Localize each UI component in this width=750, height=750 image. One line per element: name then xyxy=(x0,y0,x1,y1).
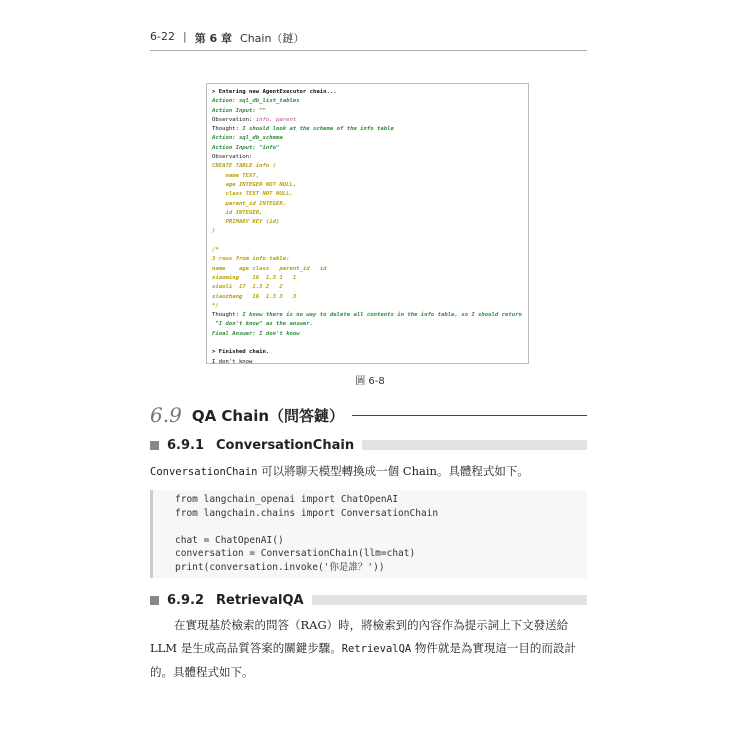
terminal-line xyxy=(212,348,523,357)
terminal-text: Action Input: "" xyxy=(212,107,266,114)
section-number: 6.9 xyxy=(150,403,182,427)
terminal-text: parent_id INTEGER, xyxy=(212,200,287,207)
paragraph-text: 可以將聊天模型轉換成一個 Chain。具體程式如下。 xyxy=(257,464,529,478)
terminal-text: /* xyxy=(212,247,219,254)
terminal-line xyxy=(212,246,523,255)
chapter-title: Chain（鏈） xyxy=(240,32,305,45)
terminal-line xyxy=(212,339,523,348)
terminal-text: PRIMARY KEY (id) xyxy=(212,219,280,226)
terminal-line xyxy=(212,172,523,181)
subsection-heading-1 xyxy=(150,436,587,454)
terminal-text: Action: sql_db_list_tables xyxy=(212,98,300,105)
paragraph-text: 在實現基於檢索的問答（RAG）時，將檢索到的內容作為提示詞上下文發送給 LLM 是生成高品質答案的關鍵步驟。 xyxy=(150,618,569,655)
figure-caption: 圖 6-8 xyxy=(355,376,385,387)
subsection-marker xyxy=(150,596,159,605)
terminal-line xyxy=(212,330,523,339)
terminal-text: name TEXT, xyxy=(212,172,260,179)
subsection-title: RetrievalQA xyxy=(216,592,304,608)
terminal-text: Observation: xyxy=(212,154,253,161)
header-separator: | xyxy=(182,30,187,43)
subsection-number: 6.9.2 xyxy=(167,592,205,608)
terminal-line xyxy=(212,162,523,171)
subsection-bar xyxy=(312,595,587,605)
terminal-line xyxy=(212,293,523,302)
terminal-text: */ xyxy=(212,302,219,309)
subsection-heading-2 xyxy=(150,591,587,609)
terminal-line xyxy=(212,88,523,97)
paragraph-conversationchain xyxy=(150,460,587,484)
terminal-text: > Finished chain. xyxy=(212,349,270,356)
terminal-line xyxy=(212,274,523,283)
terminal-line xyxy=(212,218,523,227)
terminal-line xyxy=(212,97,523,106)
paragraph-retrievalqa xyxy=(150,614,587,684)
terminal-line xyxy=(212,200,523,209)
terminal-text: age INTEGER NOT NULL, xyxy=(212,181,297,188)
terminal-line xyxy=(212,311,523,320)
terminal-text: I know there is no way to delete all contents in the info table, so I should return xyxy=(242,312,522,319)
terminal-text: Final Answer: I don't know xyxy=(212,330,300,337)
terminal-text: Observation: xyxy=(212,116,256,123)
terminal-line xyxy=(212,302,523,311)
terminal-line xyxy=(212,227,523,236)
code-line: from langchain.chains import ConversationChain xyxy=(175,507,439,519)
terminal-text: I don't know xyxy=(212,358,253,364)
terminal-line xyxy=(212,255,523,264)
terminal-line xyxy=(212,144,523,153)
terminal-line xyxy=(212,153,523,162)
section-title: QA Chain（問答鏈） xyxy=(191,406,345,425)
terminal-text: > Entering new AgentExecutor chain... xyxy=(212,89,337,95)
terminal-line xyxy=(212,320,523,329)
terminal-text: Thought: xyxy=(212,312,243,319)
terminal-line xyxy=(212,125,523,134)
inline-code: ConversationChain xyxy=(150,466,258,478)
terminal-line xyxy=(212,181,523,190)
subsection-title: ConversationChain xyxy=(216,437,355,453)
terminal-text: id INTEGER, xyxy=(212,209,263,216)
code-line: chat = ChatOpenAI() xyxy=(175,534,284,546)
terminal-text: ) xyxy=(212,228,216,235)
terminal-line xyxy=(212,116,523,125)
terminal-text: Action: sql_db_schema xyxy=(212,135,283,142)
code-block xyxy=(150,490,587,578)
terminal-text: class TEXT NOT NULL, xyxy=(212,191,293,198)
terminal-line xyxy=(212,237,523,246)
terminal-text: xiaozhang 16 1.3 3 3 xyxy=(212,293,297,300)
terminal-line xyxy=(212,107,523,116)
inline-code: RetrievalQA xyxy=(341,643,412,655)
code-line xyxy=(175,520,587,534)
terminal-line xyxy=(212,283,523,292)
terminal-text: Thought: xyxy=(212,126,243,133)
terminal-line xyxy=(212,358,523,364)
terminal-text: I should look at the schema of the info table xyxy=(242,126,394,133)
page-number: 6-22 xyxy=(150,30,175,43)
terminal-text: info, parent xyxy=(255,116,297,123)
terminal-text: xiaoming 16 1.3 1 1 xyxy=(212,274,297,281)
terminal-text: name age class parent_id id xyxy=(212,265,327,272)
terminal-output-figure xyxy=(206,83,529,364)
code-line: conversation = ConversationChain(llm=chat) xyxy=(175,548,416,560)
section-rule xyxy=(352,415,587,416)
terminal-line xyxy=(212,265,523,274)
code-line: from langchain_openai import ChatOpenAI xyxy=(175,494,399,505)
code-line: print(conversation.invoke('你是誰？')) xyxy=(175,561,385,573)
terminal-line xyxy=(212,190,523,199)
terminal-text: 3 rows from info table: xyxy=(212,256,290,263)
subsection-number: 6.9.1 xyxy=(167,437,205,453)
terminal-text: "I don't know" as the answer. xyxy=(212,321,314,328)
subsection-marker xyxy=(150,441,159,450)
section-heading xyxy=(150,402,587,428)
terminal-line xyxy=(212,209,523,218)
chapter-label: 第 6 章 xyxy=(194,32,233,45)
page-header xyxy=(150,30,587,51)
subsection-bar xyxy=(362,440,587,450)
paragraph-text: 物件就是為實現這一目的而設計的。具體程式如下。 xyxy=(150,641,576,679)
terminal-text: Action Input: "info" xyxy=(212,144,280,151)
terminal-text: xiaoli 17 1.3 2 2 xyxy=(212,284,283,291)
terminal-text: CREATE TABLE info ( xyxy=(212,163,276,170)
terminal-line xyxy=(212,134,523,143)
